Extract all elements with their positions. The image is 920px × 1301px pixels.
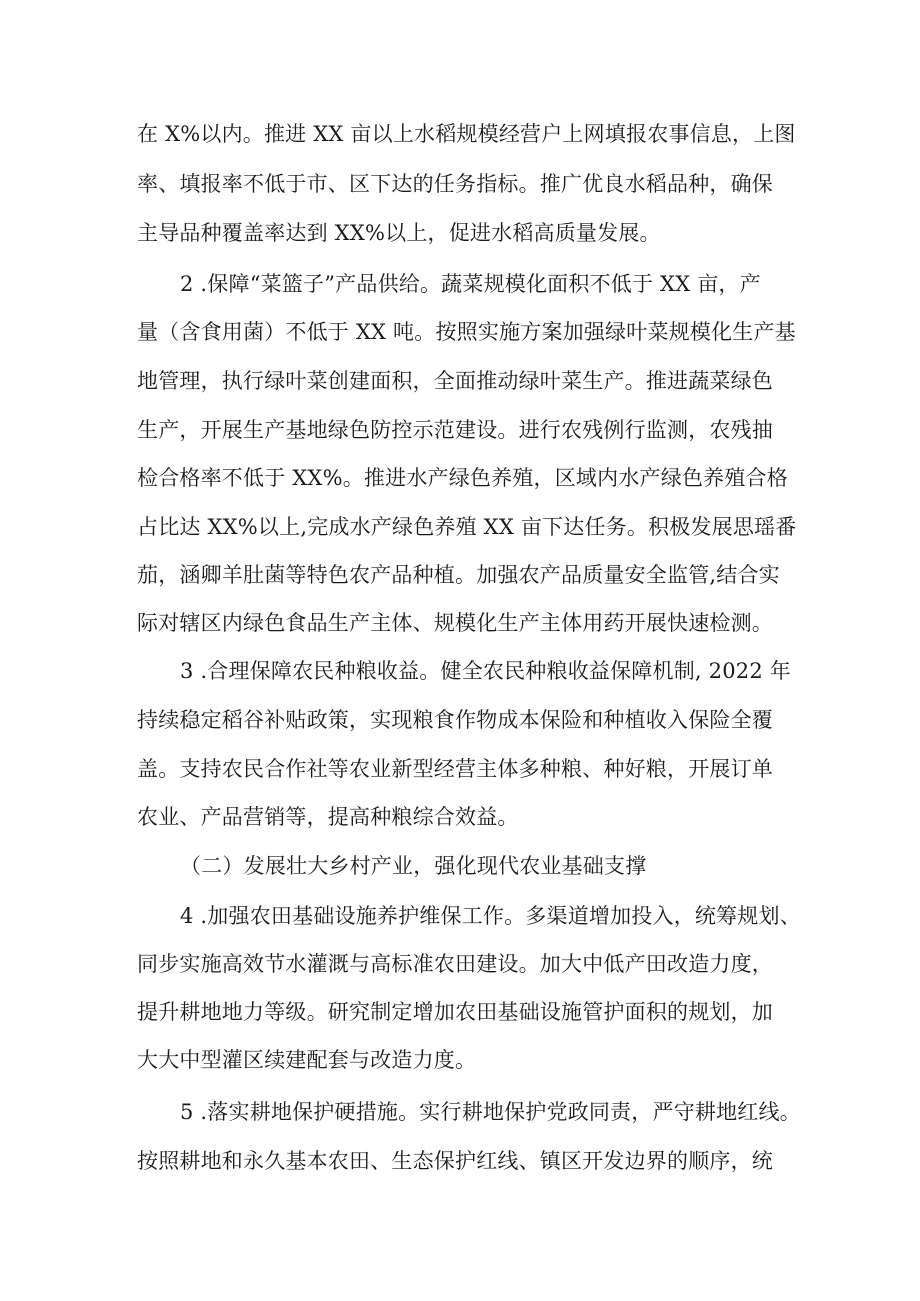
- paragraph-line: 率、填报率不低于市、区下达的任务指标。推广优良水稻品种，确保: [137, 172, 773, 196]
- paragraph-line: 持续稳定稻谷补贴政策，实现粮食作物成本保险和种植收入保险全覆: [137, 708, 773, 732]
- section-heading: （二）发展壮大乡村产业，强化现代农业基础支撑: [180, 854, 647, 878]
- paragraph-line: 地管理，执行绿叶菜创建面积，全面推动绿叶菜生产。推进蔬菜绿色: [137, 369, 773, 393]
- paragraph-line: 3 .合理保障农民种粮收益。健全农民种粮收益保障机制, 2022 年: [180, 659, 791, 683]
- paragraph-line: 际对辖区内绿色食品生产主体、规模化生产主体用药开展快速检测。: [137, 611, 773, 635]
- paragraph-line: 同步实施高效节水灌溉与高标准农田建设。加大中低产田改造力度，: [137, 952, 773, 976]
- paragraph-line: 按照耕地和永久基本农田、生态保护红线、镇区开发边界的顺序，统: [137, 1149, 773, 1173]
- paragraph-line: 占比达 XX%以上,完成水产绿色养殖 XX 亩下达任务。积极发展思瑶番: [137, 515, 797, 539]
- paragraph-line: 2 .保障“菜篮子”产品供给。蔬菜规模化面积不低于 XX 亩，产: [180, 272, 761, 296]
- paragraph-line: 主导品种覆盖率达到 XX%以上，促进水稻高质量发展。: [137, 221, 661, 245]
- paragraph-line: 检合格率不低于 XX%。推进水产绿色养殖，区域内水产绿色养殖合格: [137, 466, 788, 490]
- paragraph-line: 生产，开展生产基地绿色防控示范建设。进行农残例行监测，农残抽: [137, 418, 773, 442]
- paragraph-line: 5 .落实耕地保护硬措施。实行耕地保护党政同责，严守耕地红线。: [180, 1100, 801, 1124]
- paragraph-line: 大大中型灌区续建配套与改造力度。: [137, 1048, 477, 1072]
- paragraph-line: 量（含食用菌）不低于 XX 吨。按照实施方案加强绿叶菜规模化生产基: [137, 320, 796, 344]
- paragraph-line: 盖。支持农民合作社等农业新型经营主体多种粮、种好粮，开展订单: [137, 757, 773, 781]
- paragraph-line: 茄，涵卿羊肚菌等特色农产品种植。加强农产品质量安全监管,结合实: [137, 563, 780, 587]
- paragraph-line: 在 X%以内。推进 XX 亩以上水稻规模经营户上网填报农事信息，上图: [137, 122, 796, 146]
- paragraph-line: 4 .加强农田基础设施养护维保工作。多渠道增加投入，统筹规划、: [180, 904, 801, 928]
- paragraph-line: 提升耕地地力等级。研究制定增加农田基础设施管护面积的规划，加: [137, 1000, 773, 1024]
- paragraph-line: 农业、产品营销等，提高种粮综合效益。: [137, 805, 519, 829]
